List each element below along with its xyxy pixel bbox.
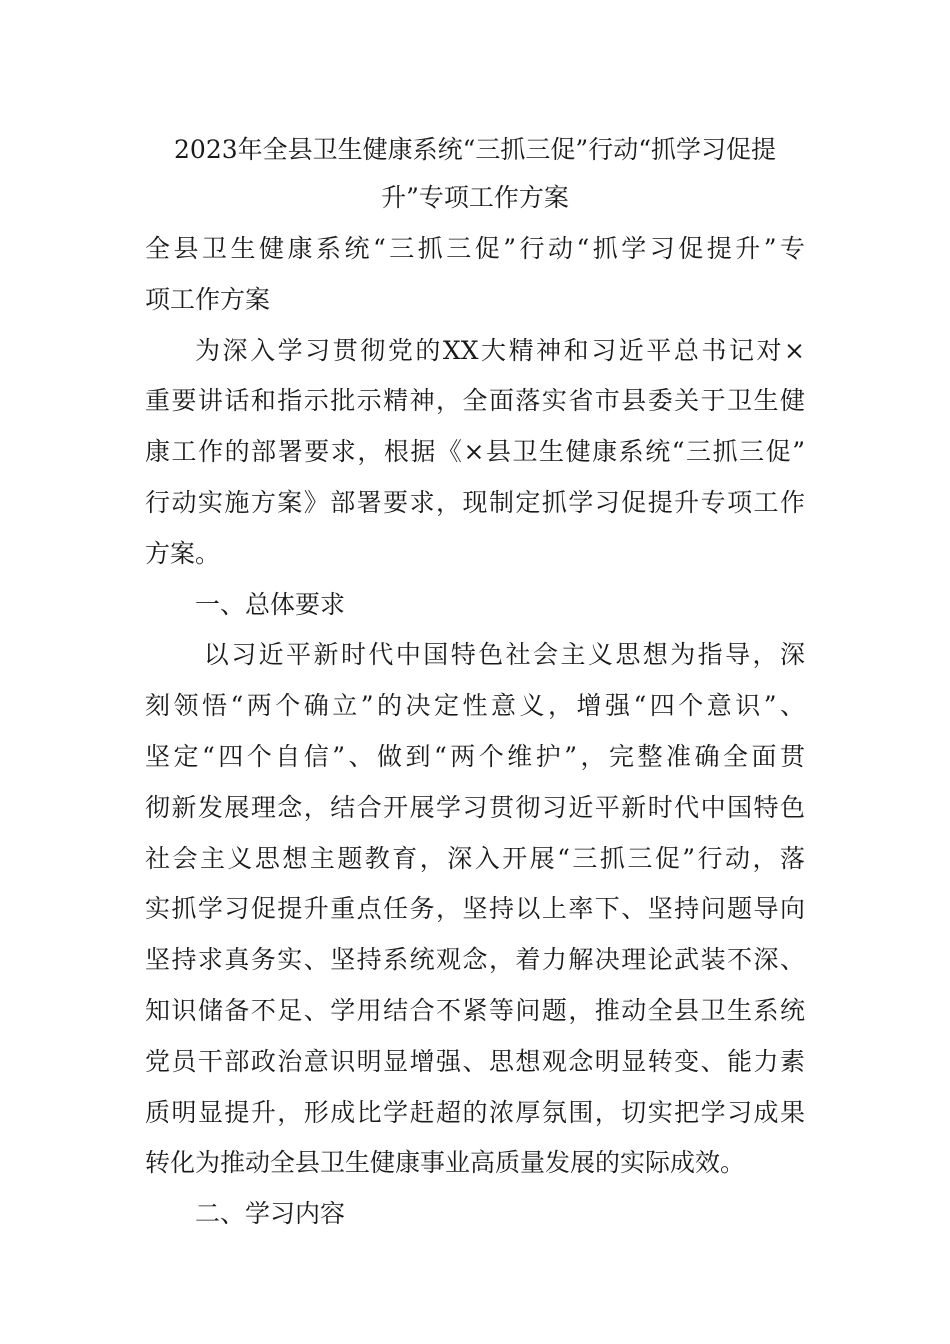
intro-line-5: 方案。 <box>145 538 221 568</box>
section-1-line-7: 坚持求真务实、坚持系统观念，着力解决理论武装不深、 <box>145 945 805 975</box>
subtitle-line-2: 项工作方案 <box>145 284 271 314</box>
section-1-heading-paragraph <box>145 580 805 631</box>
subtitle-paragraph <box>145 224 805 326</box>
intro-line-2: 重要讲话和指示批示精神，全面落实省市县委关于卫生健 <box>145 386 805 416</box>
document-title <box>145 126 805 222</box>
section-1-heading: 一、总体要求 <box>195 589 346 619</box>
intro-paragraph <box>145 326 805 580</box>
section-1-line-4: 彻新发展理念，结合开展学习贯彻习近平新时代中国特色 <box>145 792 805 822</box>
intro-line-3: 康工作的部署要求，根据《×县卫生健康系统“三抓三促” <box>145 437 805 467</box>
section-1-line-1: 以习近平新时代中国特色社会主义思想为指导，深 <box>203 640 805 670</box>
intro-line-1: 为深入学习贯彻党的XX大精神和习近平总书记对× <box>195 335 805 365</box>
section-1-line-11: 转化为推动全县卫生健康事业高质量发展的实际成效。 <box>145 1148 746 1178</box>
subtitle-line-1: 全县卫生健康系统“三抓三促”行动“抓学习促提升”专 <box>145 234 805 263</box>
section-2-heading-paragraph <box>145 1189 805 1240</box>
title-line-1: 2023年全县卫生健康系统“三抓三促”行动“抓学习促提 <box>174 135 776 164</box>
section-1-line-9: 党员干部政治意识明显增强、思想观念明显转变、能力素 <box>145 1046 805 1076</box>
document-body <box>145 224 805 1240</box>
section-1-paragraph <box>145 630 805 1189</box>
section-1-line-3: 坚定“四个自信”、做到“两个维护”，完整准确全面贯 <box>145 741 805 771</box>
section-1-line-5: 社会主义思想主题教育，深入开展“三抓三促”行动，落 <box>145 843 805 873</box>
section-1-line-8: 知识储备不足、学用结合不紧等问题，推动全县卫生系统 <box>145 995 805 1025</box>
title-line-2: 升”专项工作方案 <box>381 183 569 212</box>
section-2-heading: 二、学习内容 <box>195 1199 346 1229</box>
section-1-line-10: 质明显提升，形成比学赶超的浓厚氛围，切实把学习成果 <box>145 1097 805 1127</box>
section-1-line-6: 实抓学习促提升重点任务，坚持以上率下、坚持问题导向 <box>145 894 805 924</box>
intro-line-4: 行动实施方案》部署要求，现制定抓学习促提升专项工作 <box>145 487 805 517</box>
section-1-line-2: 刻领悟“两个确立”的决定性意义，增强“四个意识”、 <box>145 691 805 721</box>
